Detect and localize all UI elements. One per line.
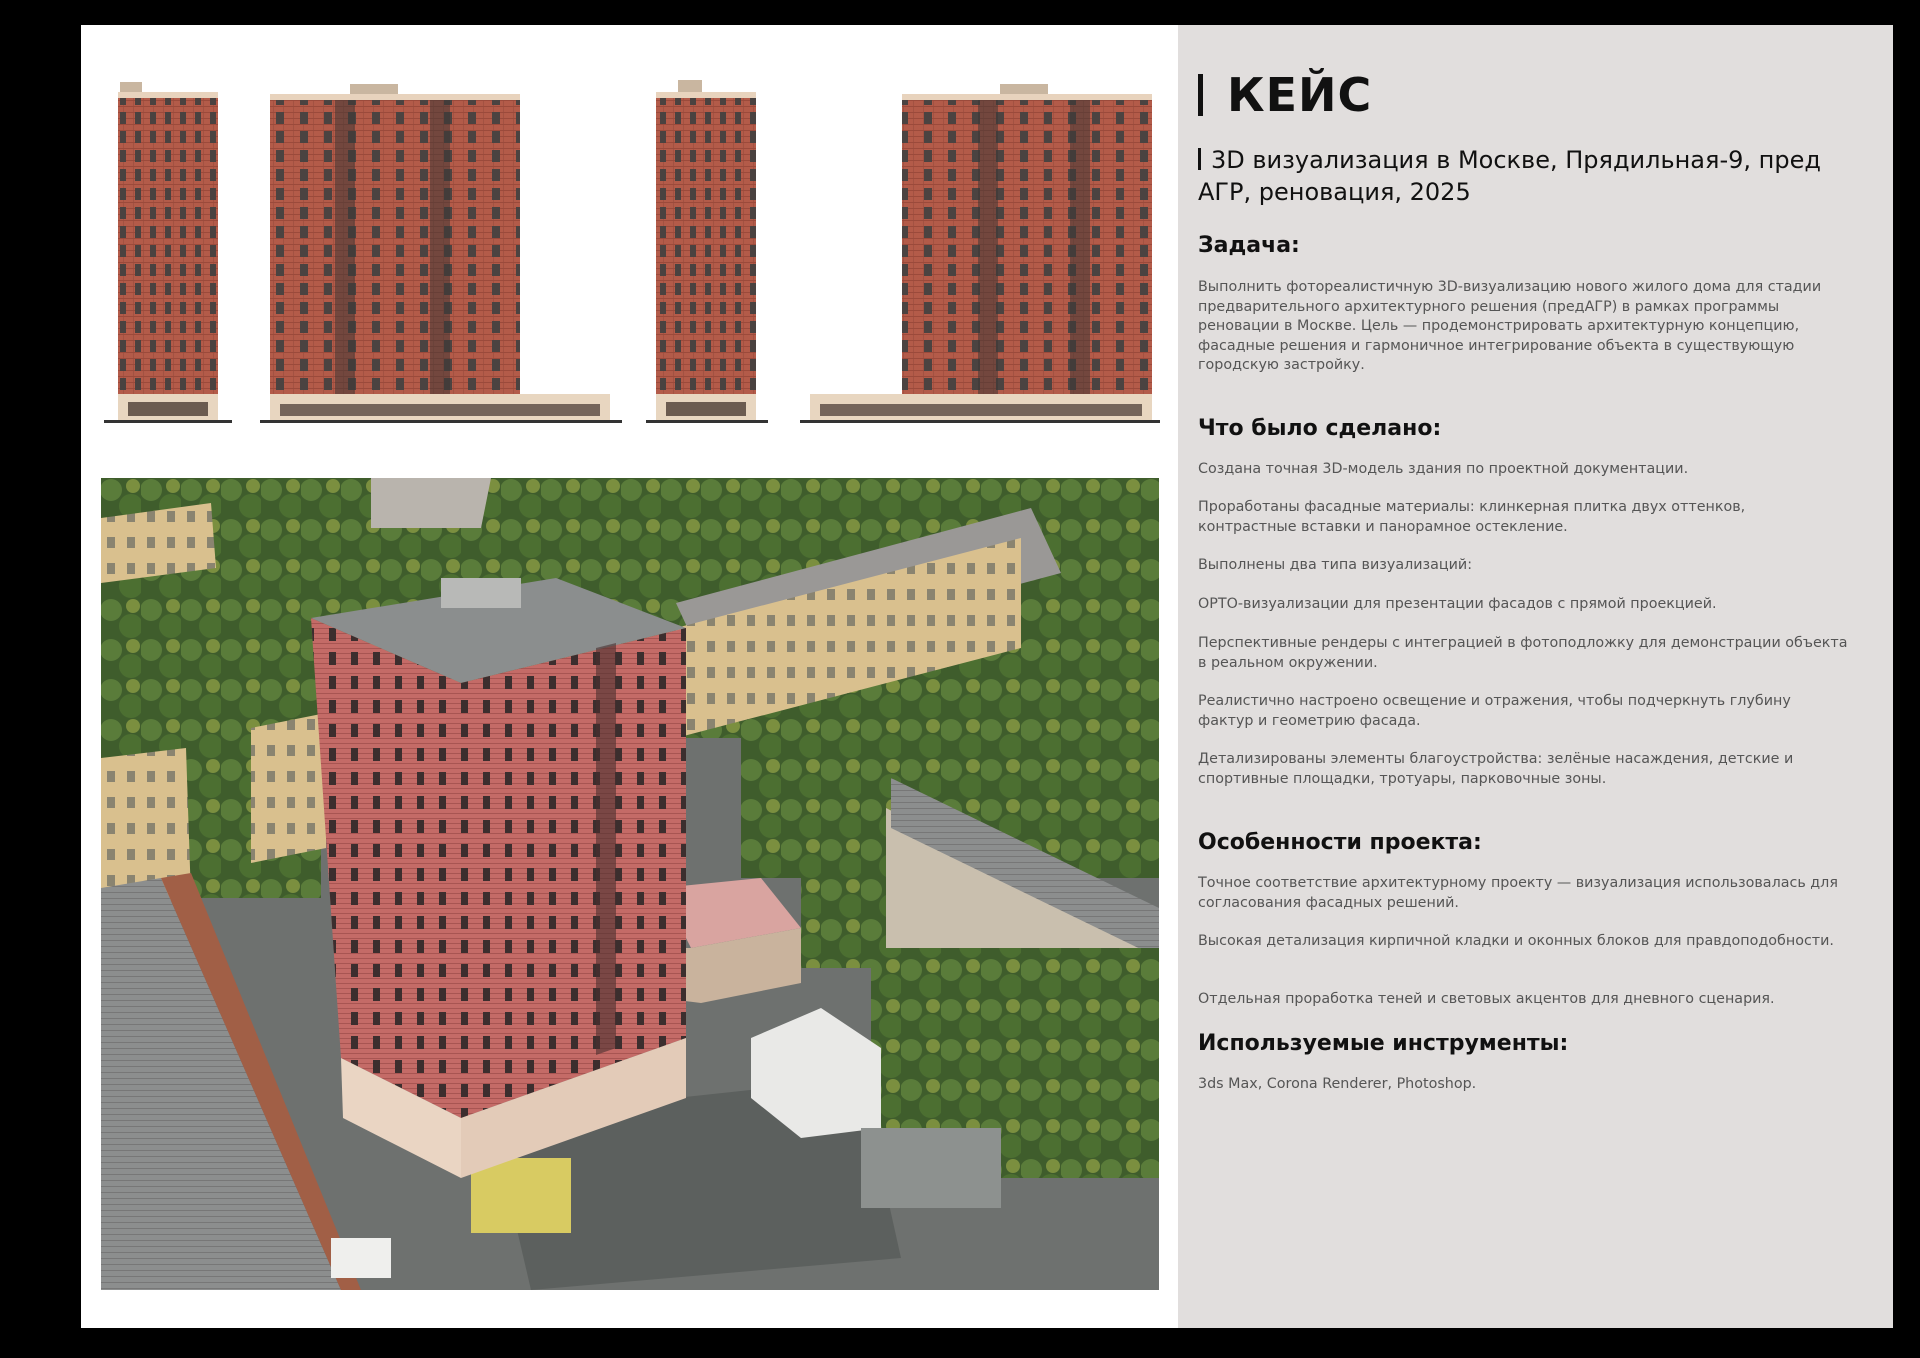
subtitle-bar-decoration xyxy=(1198,148,1201,170)
done-item: Детализированы элементы благоустройства: зелёные насаждения, детские и спортивные площадки, тротуары, парковочные зоны. xyxy=(1198,751,1794,787)
done-item: Проработаны фасадные материалы: клинкерная плитка двух оттенков, контрастные вставки и панорамное остекление. xyxy=(1198,499,1746,535)
done-item: Перспективные рендеры с интеграцией в фотоподложку для демонстрации объекта в реальном окружении. xyxy=(1198,635,1848,671)
title-bar-decoration xyxy=(1198,74,1203,116)
feature-item: Точное соответствие архитектурному проекту — визуализация использовалась для согласования фасадных решений. xyxy=(1198,875,1838,911)
done-heading: Что было сделано: xyxy=(1198,416,1442,441)
case-title xyxy=(1198,68,1372,122)
tools-text: 3ds Max, Corona Renderer, Photoshop. xyxy=(1198,1076,1477,1092)
done-item: Создана точная 3D-модель здания по проектной документации. xyxy=(1198,461,1689,477)
feature-item: Отдельная проработка теней и световых акцентов для дневного сценария. xyxy=(1198,991,1775,1007)
task-heading: Задача: xyxy=(1198,233,1300,258)
tools-heading: Используемые инструменты: xyxy=(1198,1031,1569,1056)
case-title-text: КЕЙС xyxy=(1227,68,1373,122)
project-subtitle xyxy=(1198,144,1838,208)
done-item: ОРТО-визуализации для презентации фасадов с прямой проекцией. xyxy=(1198,596,1717,612)
features-heading: Особенности проекта: xyxy=(1198,830,1482,855)
feature-item: Высокая детализация кирпичной кладки и оконных блоков для правдоподобности. xyxy=(1198,933,1834,949)
aerial-render xyxy=(101,478,1159,1290)
elevation-narrow-2 xyxy=(646,80,768,423)
project-subtitle-text: 3D визуализация в Москве, Прядильная-9, пред АГР, реновация, 2025 xyxy=(1198,146,1821,206)
facade-elevations xyxy=(100,70,1160,455)
done-item: Выполнены два типа визуализаций: xyxy=(1198,557,1473,573)
description-panel xyxy=(1178,25,1893,1328)
elevation-wide-2 xyxy=(800,84,1160,423)
task-text: Выполнить фотореалистичную 3D-визуализацию нового жилого дома для стадии предварительного архитектурного решения (предАГР) в рамках программы реновации в Москве. Цель — продемонстрировать архитектурную концепцию, фасадные решения и гармоничное интегрирование объекта в существующую городскую застройку. xyxy=(1198,279,1822,373)
elevation-wide-1 xyxy=(260,84,622,423)
elevation-narrow-1 xyxy=(104,82,232,423)
done-item: Реалистично настроено освещение и отражения, чтобы подчеркнуть глубину фактур и геометрию фасада. xyxy=(1198,693,1791,729)
